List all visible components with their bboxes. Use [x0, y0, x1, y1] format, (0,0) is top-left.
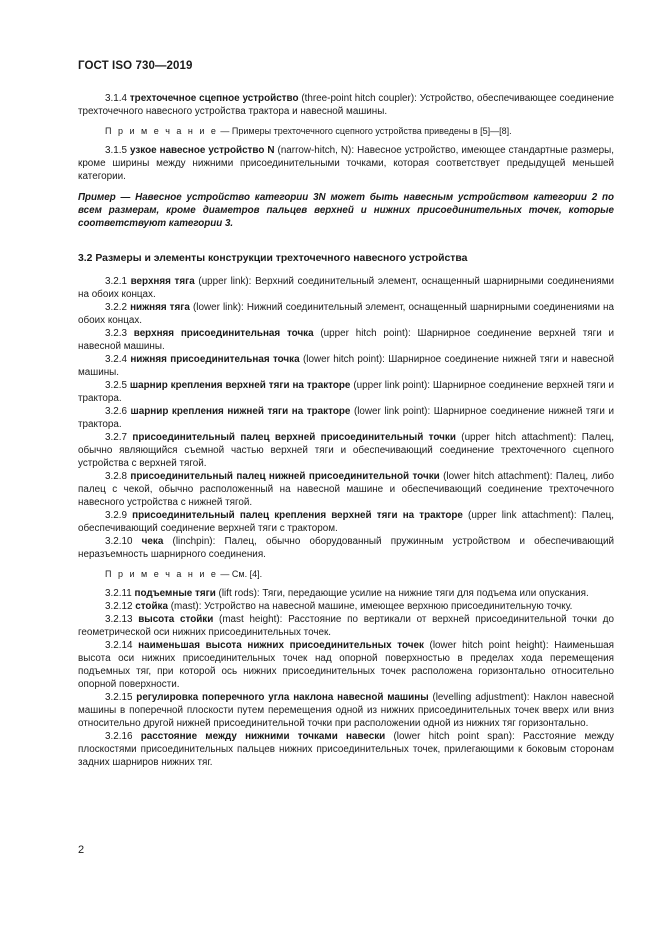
definition-term: нижняя тяга: [130, 302, 190, 313]
definition-number: 3.2.6: [105, 406, 127, 417]
definition-3-2-5: [78, 379, 614, 405]
definition-text: (lift rods): Тяги, передающие усилие на нижние тяги для подъема или опускания.: [215, 588, 589, 599]
definition-3-2-15: [78, 691, 614, 730]
definition-3-2-1: [78, 275, 614, 301]
note-text: — Примеры трехточечного сцепного устройства приведены в [5]—[8].: [217, 126, 512, 136]
definition-term: подъемные тяги: [134, 588, 216, 599]
note: [78, 568, 614, 580]
definition-term: присоединительный палец верхней присоединительный точки: [132, 432, 456, 443]
definition-term: нижняя присоединительная точка: [130, 354, 300, 365]
definition-term: шарнир крепления верхней тяги на тракторе: [129, 380, 351, 391]
definition-3-2-12: [78, 600, 614, 613]
section-heading: 3.2 Размеры и элементы конструкции трехточечного навесного устройства: [78, 253, 468, 264]
definition-3-2-3: [78, 327, 614, 353]
definition-text: (lower hitch point height): Наименьшая высота оси нижних присоединительных точек над опорной поверхностью в пределах хода перемещения подъемных тяг, при которой ось нижних присоединительных точек расположена горизонтально относительно опорной поверхности.: [78, 640, 615, 690]
definition-number: 3.1.5: [105, 145, 127, 156]
definition-number: 3.2.3: [105, 328, 127, 339]
definition-number: 3.2.1: [105, 276, 127, 287]
definition-3-2-13: [78, 613, 614, 639]
definition-text: (lower link point): Шарнирное соединение нижней тяги и трактора.: [78, 406, 614, 430]
definition-3-2-9: [78, 509, 614, 535]
definition-3-2-7: [78, 431, 614, 470]
definition-3-2-6: [78, 405, 614, 431]
definition-3-2-8: [78, 470, 614, 509]
definition-text: (linchpin): Палец, обычно оборудованный пружинным устройством и обеспечивающий неразъемность шарнирного соединения.: [78, 536, 614, 560]
definition-number: 3.2.10: [105, 536, 133, 547]
definition-3-1-4: [78, 92, 614, 118]
document-body: [78, 92, 614, 769]
definition-term: верхняя тяга: [130, 276, 195, 287]
definition-text: (lower link): Нижний соединительный элемент, оснащенный шарнирными соединениями на обоих концах.: [78, 302, 614, 326]
definition-number: 3.2.5: [105, 380, 127, 391]
document-header: ГОСТ ISO 730—2019: [78, 60, 193, 72]
definition-number: 3.2.13: [105, 614, 133, 625]
definition-term: присоединительный палец крепления верхней тяги на тракторе: [132, 510, 463, 521]
definition-number: 3.2.9: [105, 510, 127, 521]
note-label: П р и м е ч а н и е: [105, 126, 218, 136]
definition-number: 3.2.16: [105, 731, 133, 742]
example: Пример — Навесное устройство категории 3N может быть навесным устройством категории 2 по всем размерам, кроме диаметров пальцев верхней и нижних присоединительных точек, которые соответствуют категории 3.: [78, 192, 614, 229]
definition-text: (upper hitch attachment): Палец, обычно являющийся съемной частью верхней тяги и обеспечивающий соединение трехточечного сцепного устройства с верхней тягой.: [78, 432, 614, 469]
definition-term: узкое навесное устройство N: [129, 145, 275, 156]
definition-number: 3.2.12: [105, 601, 133, 612]
definition-3-2-14: [78, 639, 614, 691]
definition-number: 3.2.8: [105, 471, 127, 482]
definition-3-2-2: [78, 301, 614, 327]
definition-number: 3.1.4: [105, 93, 127, 104]
definition-text: (upper hitch point): Шарнирное соединение верхней тяги и навесной машины.: [78, 328, 614, 352]
definition-text: (upper link): Верхний соединительный элемент, оснащенный шарнирными соединениями на обоих концах.: [78, 276, 614, 300]
note-label: П р и м е ч а н и е: [105, 569, 218, 579]
definition-term: наименьшая высота нижних присоединительных точек: [138, 640, 424, 651]
definition-term: чека: [141, 536, 164, 547]
definition-term: трехточечное сцепное устройство: [129, 93, 299, 104]
definition-number: 3.2.15: [105, 692, 133, 703]
definition-term: расстояние между нижними точками навески: [140, 731, 386, 742]
definition-3-1-5: [78, 144, 614, 183]
definition-3-2-16: [78, 730, 614, 769]
definition-term: стойка: [135, 601, 168, 612]
definition-term: присоединительный палец нижней присоединительной точки: [130, 471, 440, 482]
definition-text: (three-point hitch coupler): Устройство, обеспечивающее соединение трехточечного навесного устройства трактора и навесной машины.: [78, 93, 615, 117]
definition-term: шарнир крепления нижней тяги на тракторе: [130, 406, 351, 417]
definition-text: (lower hitch point): Шарнирное соединение нижней тяги и навесной машины.: [78, 354, 614, 378]
page-number: 2: [78, 844, 85, 856]
definition-text: (lower hitch attachment): Палец, либо палец с чекой, обычно расположенный на навесной машине и обеспечивающий соединение трехточечного навесного устройства с нижней тягой.: [78, 471, 614, 508]
definition-term: регулировка поперечного угла наклона навесной машины: [136, 692, 429, 703]
definition-text: (levelling adjustment): Наклон навесной машины в поперечной плоскости путем перемещения одной из нижних присоединительных точек вверх или вниз относительно другой нижней присоединительной точки при расположении одной из нижних тяг горизонтально.: [78, 692, 614, 729]
definition-text: (upper link point): Шарнирное соединение верхней тяги и трактора.: [78, 380, 614, 404]
definition-term: высота стойки: [138, 614, 214, 625]
note: [78, 125, 614, 137]
definition-number: 3.2.7: [105, 432, 127, 443]
definition-text: (lower hitch point span): Расстояние между плоскостями присоединительных пальцев нижних присоединительных точек, прилегающими к боковым сторонам задних шарниров нижних тяг.: [78, 731, 614, 768]
definition-text: (upper link attachment): Палец, обеспечивающий соединение верхней тяги с трактором.: [78, 510, 615, 534]
definition-number: 3.2.4: [105, 354, 127, 365]
definition-text: (mast height): Расстояние по вертикали от верхней присоединительной точки до геометрической оси нижних присоединительных точек.: [78, 614, 614, 638]
definition-3-2-10: [78, 535, 614, 561]
note-text: — См. [4].: [217, 569, 263, 579]
definition-text: (mast): Устройство на навесной машине, имеющее верхнюю присоединительную точку.: [167, 601, 573, 612]
definition-3-2-11: [78, 587, 614, 600]
definition-term: верхняя присоединительная точка: [133, 328, 314, 339]
definition-number: 3.2.11: [105, 588, 132, 599]
definition-text: (narrow-hitch, N): Навесное устройство, имеющее стандартные размеры, кроме ширины между нижними присоединительными точками, которая соответствует предыдущей меньшей категории.: [78, 145, 614, 182]
definition-number: 3.2.2: [105, 302, 127, 313]
definition-3-2-4: [78, 353, 614, 379]
definition-number: 3.2.14: [105, 640, 133, 651]
